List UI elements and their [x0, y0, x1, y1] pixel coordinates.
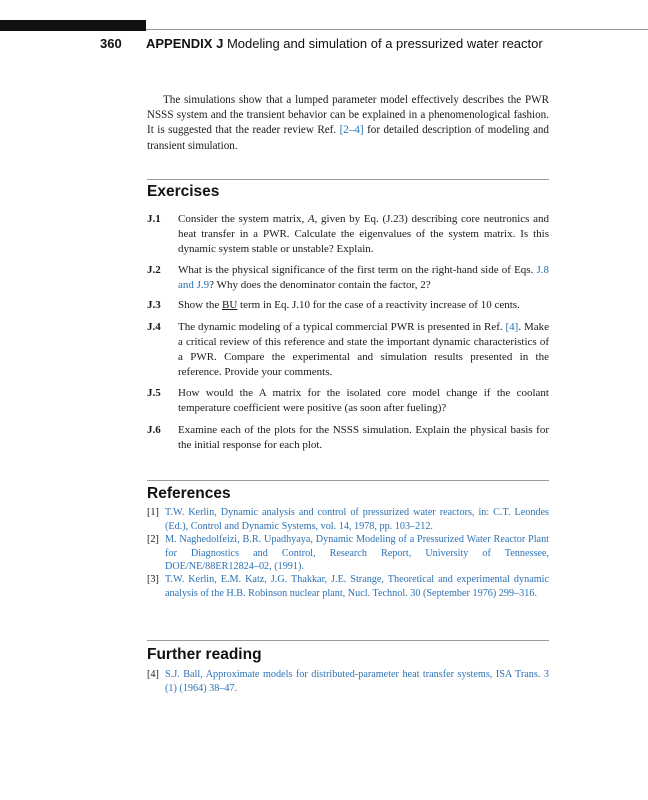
further-reading-heading: Further reading: [147, 646, 262, 663]
exercise-number: J.1: [147, 213, 161, 225]
reference-item[interactable]: [147, 533, 549, 574]
reference-item[interactable]: [147, 668, 549, 695]
exercise-text: How would the A matrix for the isolated core model change if the coolant temperature coefficient were positive (as soon after fueling)?: [178, 387, 549, 414]
header-rule: [146, 29, 648, 30]
exercise-text-part: Show the: [178, 299, 222, 311]
exercise-text-part: term in Eq. J.10 for the case of a reactivity increase of 10 cents.: [237, 299, 520, 311]
references-heading: References: [147, 485, 231, 502]
reference-text: S.J. Ball, Approximate models for distributed-parameter heat transfer systems, ISA Trans. 3 (1) (1964) 38–47.: [165, 669, 549, 694]
ref-link-2-4[interactable]: [2–4]: [339, 124, 364, 137]
reference-text: T.W. Kerlin, Dynamic analysis and control of pressurized water reactors, in: C.T. Leondes (Ed.), Control and Dynamic Systems, vol. 14, 1978, pp. 103–212.: [165, 507, 549, 532]
appendix-label: APPENDIX J: [146, 36, 224, 51]
exercise-text-part: ? Why does the denominator contain the factor, 2?: [209, 279, 431, 291]
section-divider-further-reading: [147, 640, 549, 641]
header-bar: [0, 20, 146, 31]
exercise-text: [178, 320, 549, 380]
reference-text: T.W. Kerlin, E.M. Katz, J.G. Thakkar, J.E. Strange, Theoretical and experimental dynamic analysis of the H.B. Robinson nuclear plant, Nucl. Technol. 30 (September 1976) 299–316.: [165, 574, 549, 599]
exercise-text-part: . Make a critical review of this reference and state the important dynamic characteristics of a PWR. Compare the experimental and simulation results presented in the reference. Provide your comments.: [178, 321, 550, 378]
exercise-text: [178, 263, 549, 293]
exercise-text: Examine each of the plots for the NSSS simulation. Explain the physical basis for the initial response for each plot.: [178, 424, 549, 451]
running-header: [100, 36, 543, 51]
exercise-text-italic: A: [307, 213, 315, 225]
section-divider-references: [147, 480, 549, 481]
exercise-text-part: , given by Eq. (J.23) describing core neutronics and heat transfer in a PWR. Calculate the eigenvalues of the system matrix. Is this dynamic system stable or unstable? Explain.: [178, 213, 549, 255]
reference-number: [1]: [147, 507, 159, 518]
exercise-number: J.4: [147, 321, 161, 333]
exercise-text-part: Consider the system matrix,: [178, 213, 308, 225]
exercise-item: [147, 263, 549, 293]
exercise-number: J.3: [147, 299, 161, 311]
page-number: 360: [100, 36, 122, 51]
exercise-text: [178, 212, 549, 257]
reference-item[interactable]: [147, 573, 549, 600]
exercise-item: [147, 386, 549, 416]
exercises-heading: Exercises: [147, 183, 220, 200]
reference-item[interactable]: [147, 506, 549, 533]
exercise-text-part: What is the physical significance of the first term on the right-hand side of Eqs.: [178, 264, 537, 276]
exercise-number: J.2: [147, 264, 161, 276]
reference-number: [3]: [147, 574, 159, 585]
chapter-title: Modeling and simulation of a pressurized water reactor: [226, 36, 543, 51]
reference-number: [2]: [147, 534, 159, 545]
exercise-number: J.5: [147, 387, 161, 399]
exercise-number: J.6: [147, 424, 161, 436]
exercise-text-underline: BU: [222, 299, 238, 311]
exercise-item: [147, 423, 549, 453]
equation-link[interactable]: J.8 and J.9: [178, 264, 549, 291]
exercise-text: [178, 298, 549, 313]
intro-paragraph: [147, 93, 549, 154]
section-divider-exercises: [147, 179, 549, 180]
ref-link-4[interactable]: [4]: [505, 321, 519, 333]
exercise-text-part: The dynamic modeling of a typical commercial PWR is presented in Ref.: [178, 321, 506, 333]
intro-text-end: for detailed description of modeling and transient simulation.: [147, 124, 549, 152]
intro-text-start: The simulations show that a lumped parameter model effectively describes the PWR NSSS system and the transient behavior can be explained in a phenomenological fashion. It is suggested that the reader review Ref.: [147, 94, 549, 137]
reference-text: M. Naghedolfeizi, B.R. Upadhyaya, Dynamic Modeling of a Pressurized Water Reactor Plant for Diagnostics and Control, Research Report, University of Tennessee, DOE/NE/88ER12824–02, (1991).: [165, 534, 549, 572]
exercise-item: [147, 320, 549, 380]
exercise-item: [147, 212, 549, 257]
reference-number: [4]: [147, 669, 159, 680]
exercise-item: [147, 298, 549, 313]
